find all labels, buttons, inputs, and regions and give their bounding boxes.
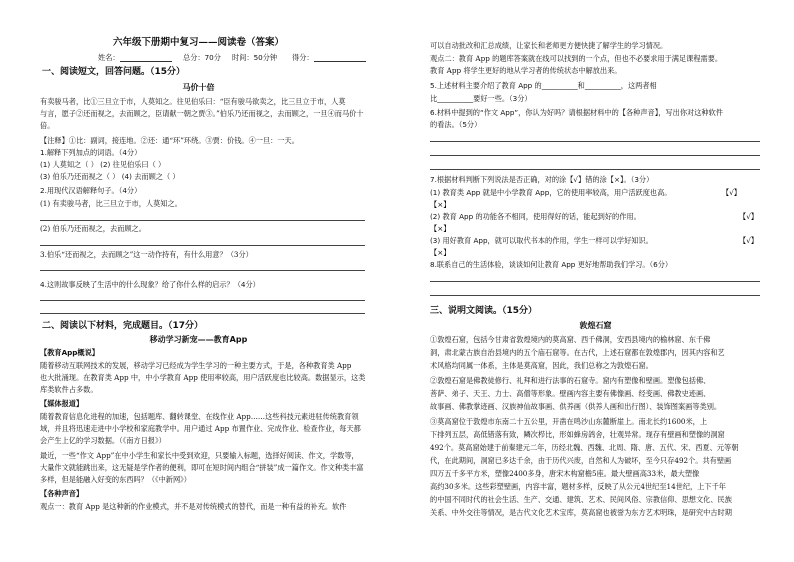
text-line: 故事画、佛教掌迹画、汉族神仙故事画、供养画（供养人画和出行图）、装饰图案画等类别。 (430, 402, 722, 411)
info-total: 总分：70分 (183, 53, 221, 62)
text-line: ②敦煌石窟是佛教徒修行、礼拜和进行法事的石窟寺。窟内有塑像和壁画。塑像包括佛、 (430, 376, 711, 385)
question-6: 6.材料中提到的“作文 App”，你认为好吗？请根据材料中的【各种声音】，写出你对这种软件 (430, 108, 723, 117)
section-1-heading: 一、阅读短文，回答问题。（15分） (42, 67, 186, 77)
text-line: 也大批涌现。在教育类 App 中，中小学教育 App 使用率较高，用户活跃度也比较高。数据显示，这类 (40, 373, 366, 382)
text-line: ③莫高窟位于敦煌市东南二十五公里，开凿在鸣沙山东麓断崖上。南北长约1600米，上 (430, 417, 708, 426)
question-3: 3.伯乐“还而视之，去而顾之”这一动作持有，有什么用意？（3分） (40, 250, 253, 259)
question-6-cont: 的看法。（5分） (430, 120, 482, 129)
section-2-heading: 二、阅读以下材料，完成题目。（17分） (42, 321, 204, 331)
q7-cross-3[interactable]: 【×】 (430, 248, 451, 257)
note-line: 【注释】①比：副词，接连地。②还：通“环”环绕。③贾：价钱。④一旦：一天。 (40, 136, 299, 145)
text-line: 会产生上亿的学习数据。（《南方日报》） (40, 436, 166, 445)
material-title: 移动学习新宠——教育App (149, 335, 248, 344)
q7-item-2: (2) 教育 App 的功能各不相同，使用得好的话，能起到好的作用。 (430, 212, 641, 221)
material-tag-overview: 【教育App概说】 (40, 348, 99, 357)
text-line: 四万五千多平方米，塑像2400多身，唐宋木构窟檐5座。最大壁画高33米，最大塑像 (430, 469, 700, 478)
text-line: 随着移动互联网技术的发展，移动学习已经成为学生学习的一种主要方式，于是，各种教育类 App (40, 361, 352, 370)
question-1: 1.解释下列加点的词语。（4分） (40, 148, 142, 157)
text-line: 关系、中外交往等情况，是古代文化艺术宝库，莫高窟也被誉为东方艺术明珠，是研究中古时期 (430, 508, 732, 517)
text-line: 术风格均同属一体系，主体是莫高窟，因此，我们总称之为敦煌石窟。 (430, 361, 653, 370)
material-tag-voices: 【各种声音】 (40, 489, 84, 498)
text-line: 观点二：教育 App 的题库答案就在线可以找到的一个点，但也不必要求用于满足课程需要。 (430, 54, 723, 63)
question-1-items: (3) 伯乐乃还而视之（ ） (4) 去而顾之（ ） (40, 172, 180, 181)
question-2-sentence-2: (2) 伯乐乃还而视之，去而顾之。 (40, 224, 146, 233)
article-title: 敦煌石窟 (579, 321, 612, 330)
answer-line (40, 313, 365, 314)
question-2-sentence-1: (1) 有卖骏马者，比三旦立于市，人莫知之。 (40, 199, 182, 208)
text-line: 洞，肃北蒙古族自治县境内的五个庙石窟等。在古代，上述石窟都在敦煌郡内，因其内容和艺 (430, 348, 725, 357)
text-line: 菩萨、弟子、天王、力士、高僧等形象。壁画内容主要有佛像画、经变画、佛教史迹画、 (430, 389, 711, 398)
answer-line (40, 245, 365, 246)
q7-cross-2[interactable]: 【×】 (430, 224, 451, 233)
q7-item-3: (3) 用好教育 App，就可以取代书本的作用，学生一样可以学好知识。 (430, 236, 653, 245)
text-line: 倍。 (40, 121, 55, 130)
exam-title: 六年级下册期中复习——阅读卷（答案） (112, 37, 284, 48)
q7-check-1[interactable]: 【√】 (722, 188, 741, 197)
text-line: 与言，愿子②还而视之，去而顾之，臣请献一朝之贾③。”伯乐乃还而视之，去而顾之，一旦④而马价十 (40, 109, 364, 118)
question-1-items: (1) 人莫知之（ ） (2) 往见伯乐曰（ ） (40, 160, 166, 169)
text-line: 教育 App 将学生更好的地从学习者的传统状态中解放出来。 (430, 66, 622, 75)
text-line: 大量作文就能跳出来，这无疑是学作者的便利，即可在短时间内组合“拼装”成一篇作文。作文种类丰富 (40, 463, 364, 472)
text-line: ①敦煌石窟，包括今甘肃省敦煌境内的莫高窟、西千佛洞，安西县境内的榆林窟、东千佛 (430, 335, 711, 344)
q7-check-3[interactable]: 【√】 (739, 236, 758, 245)
text-line: 域，并且将迅速走进中小学校和家庭教学中。用户通过 App 布置作业、完成作业、检查作业，每天都 (40, 424, 361, 433)
text-line: 观点一：教育 App 是这种新的作业模式，并不是对传统模式的替代，而是一种有益的补充。软件 (40, 502, 347, 511)
q7-check-2[interactable]: 【√】 (739, 212, 758, 221)
info-time: 时间：50分钟 (232, 53, 278, 62)
text-line: 有卖骏马者，比①三旦立于市，人莫知之。往见伯乐曰：“臣有骏马欲卖之，比三旦立于市，人莫 (40, 97, 346, 106)
text-line: 随着教育信息化进程的加速，包括题库、翻转课堂、在线作业 App……这些科技元素进驻传统教育领 (40, 412, 359, 421)
answer-line (40, 220, 365, 221)
text-line: 可以自动批改和汇总成绩，让家长和老师更方便快捷了解学生的学习情况。 (430, 41, 668, 50)
q7-item-1: (1) 教育类 App 就是中小学教育 App，它的使用率较高，用户活跃度也高。 (430, 188, 672, 197)
answer-line (430, 295, 760, 296)
answer-line (40, 270, 365, 271)
question-4: 4.这则故事反映了生活中的什么现象？给了你什么样的启示？（4分） (40, 280, 260, 289)
poem-title: 马价十倍 (182, 83, 215, 92)
answer-line (40, 300, 365, 301)
right-page (397, 0, 794, 562)
text-line: 492个。莫高窟始建于前秦建元二年，历经北魏、西魏、北周、隋、唐、五代、宋、西夏、元等朝 (430, 443, 739, 452)
q7-cross-1[interactable]: 【×】 (430, 200, 451, 209)
answer-line (430, 281, 760, 282)
question-7: 7.根据材料判断下列说法是否正确，对的涂【√】错的涂【×】。（3分） (430, 175, 654, 184)
info-score: 得分： (292, 54, 366, 62)
question-5-cont: 比__________要好一些。（3分） (430, 94, 532, 103)
text-line: 最近，一些“作文 App”在中小学生和家长中受到欢迎，只要输入标题，选择好阅读、作文，学数等， (40, 451, 359, 460)
material-tag-media: 【媒体报道】 (40, 399, 84, 408)
question-8: 8.联系自己的生活体验，谈谈如何让教育 App 更好地帮助我们学习。（6分） (430, 260, 673, 269)
text-line: 的中国不同时代的社会生活、生产、交通、建筑、艺术、民间风俗、宗教信仰、思想文化、民族 (430, 495, 732, 504)
text-line: 多样，但是能融入好变的东西吗？（《中新网》） (40, 475, 191, 484)
answer-line (430, 155, 760, 156)
text-line: 下排列五层，高低错落有致，鳞次栉比，形如蜂房鸽舍，壮观异常。现存有壁画和塑像的洞窟 (430, 430, 725, 439)
text-line: 高约30多米。这些彩塑壁画，内容丰富，题材多样，反映了从公元4世纪至14世纪，上下千年 (430, 482, 726, 491)
info-name: 姓名： (98, 54, 172, 62)
section-3-heading: 三、说明文阅读。（15分） (430, 306, 538, 316)
answer-line (430, 169, 760, 170)
question-2: 2.用现代汉语解释句子。（4分） (40, 186, 142, 195)
question-5: 5.上述材料主要介绍了教育 App 的__________和__________，这两者相 (430, 81, 657, 90)
answer-line (430, 141, 760, 142)
text-line: 库类软件占多数。 (40, 385, 98, 394)
text-line: 代，在此期间，洞窟已多达千余，由于历代兴废，自然和人为破坏，至今只存492个。共有壁画 (430, 456, 732, 465)
